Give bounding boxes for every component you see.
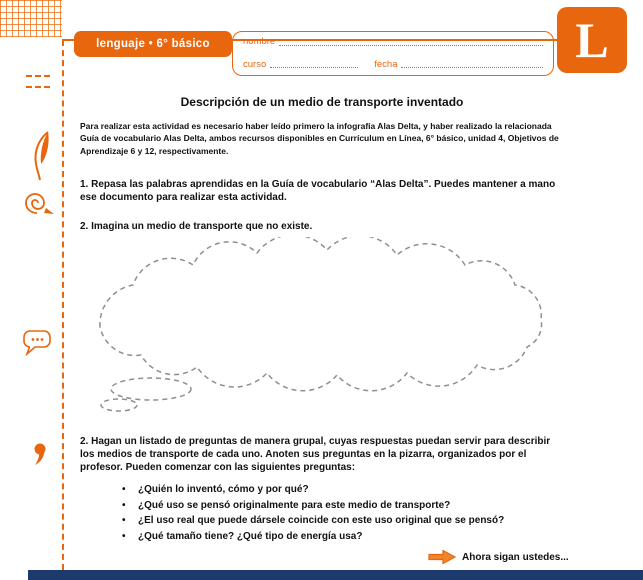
speech-bubble-icon xyxy=(22,330,52,361)
question-item: • ¿Quién lo inventó, cómo y por qué? xyxy=(118,484,548,495)
instruction-3: 2. Hagan un listado de preguntas de manera grupal, cuyas respuestas puedan servir para describir los medios de transporte de cada uno. Anoten sus preguntas en la pizarra, organizados por el profesor. Pueden comenzar con las siguientes preguntas: xyxy=(80,436,551,474)
course-tab-label: lenguaje • 6° básico xyxy=(96,38,210,50)
spiral-doodle-icon xyxy=(24,190,56,221)
instruction-1: 1. Repasa las palabras aprendidas en la Guía de vocabulario “Alas Delta”. Puedes mantener a mano ese documento para realizar esta actividad. xyxy=(80,179,556,204)
instruction-2: 2. Imagina un medio de transporte que no existe. xyxy=(80,221,313,232)
course-date-row xyxy=(243,60,543,70)
name-dotted-line xyxy=(279,45,543,46)
grid-pattern xyxy=(0,0,62,37)
course-label: curso xyxy=(243,58,267,70)
logo xyxy=(557,7,627,73)
margin-dashes xyxy=(26,75,50,88)
margin-dashed-line xyxy=(62,40,64,570)
arrow-right-icon xyxy=(428,549,456,565)
student-info-box xyxy=(232,31,554,76)
intro-paragraph: Para realizar esta actividad es necesario haber leído primero la infografía Alas Delta, y haber realizado la relacionada Guía de vocabulario Alas Delta, ambos recursos disponibles en Currículum en Línea, 6° básico, unidad 4, Objetivos de Aprendizaje 6 y 12, respectivamente. xyxy=(80,121,559,156)
footer-bar xyxy=(28,570,643,580)
question-list xyxy=(118,484,548,546)
question-item: • ¿El uso real que puede dársele coincide con este uso original que se pensó? xyxy=(118,515,548,526)
course-tab xyxy=(74,31,232,57)
name-label: nombre xyxy=(243,36,276,47)
course-dotted-line xyxy=(270,67,358,68)
comma-icon xyxy=(32,442,48,471)
follow-up xyxy=(428,549,569,565)
page-title: Descripción de un medio de transporte inventado xyxy=(180,95,464,109)
logo-letter: L xyxy=(575,12,609,68)
follow-up-text: Ahora sigan ustedes... xyxy=(462,551,569,563)
date-dotted-line xyxy=(401,67,543,68)
date-label: fecha xyxy=(374,58,398,70)
question-item: • ¿Qué uso se pensó originalmente para este medio de transporte? xyxy=(118,500,548,511)
thought-cloud xyxy=(85,237,555,412)
question-item: • ¿Qué tamaño tiene? ¿Qué tipo de energía usa? xyxy=(118,531,548,542)
name-row xyxy=(243,37,543,47)
feather-icon xyxy=(30,130,56,187)
